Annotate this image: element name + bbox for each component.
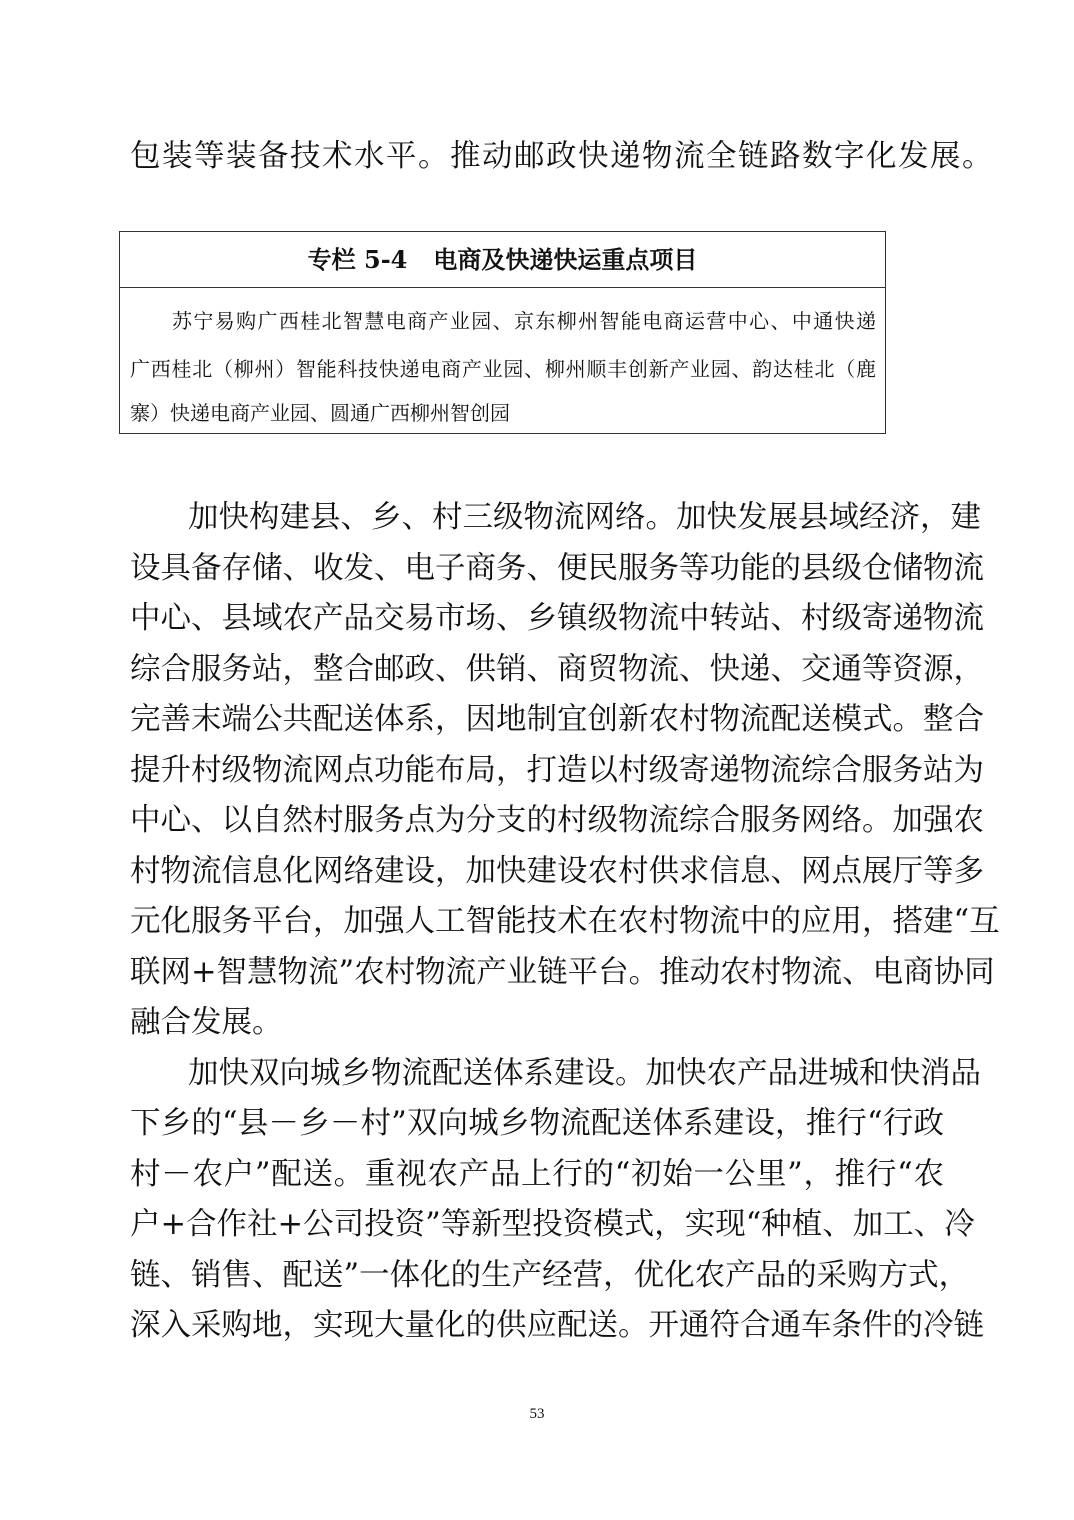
paragraph-line: 中心、以自然村服务点为分支的村级物流综合服务网络。加强农 xyxy=(130,803,984,838)
paragraph-line: 链、销售、配送”一体化的生产经营，优化农产品的采购方式， xyxy=(130,1258,970,1293)
paragraph-line: 完善末端公共配送体系，因地制宜创新农村物流配送模式。整合 xyxy=(130,702,984,737)
column-title xyxy=(120,232,885,288)
paragraph-line: 元化服务平台，加强人工智能技术在农村物流中的应用，搭建“互 xyxy=(130,904,1000,939)
paragraph-line: 设具备存储、收发、电子商务、便民服务等功能的县级仓储物流 xyxy=(130,551,984,586)
project-column-box xyxy=(119,231,886,434)
paragraph-line: 村物流信息化网络建设，加快建设农村供求信息、网点展厅等多 xyxy=(130,854,984,889)
column-title-text: 电商及快递快运重点项目 xyxy=(433,245,698,274)
paragraph-line: 中心、县域农产品交易市场、乡镇级物流中转站、村级寄递物流 xyxy=(130,601,984,636)
paragraph-line: 深入采购地，实现大量化的供应配送。开通符合通车条件的冷链 xyxy=(130,1308,984,1343)
paragraph-line: 联网+智慧物流”农村物流产业链平台。推动农村物流、电商协同 xyxy=(130,955,995,990)
paragraph-line: 加快构建县、乡、村三级物流网络。加快发展县域经济，建 xyxy=(188,500,981,535)
paragraph-line: 提升村级物流网点功能布局，打造以村级寄递物流综合服务站为 xyxy=(130,753,984,788)
column-body-line: 广西桂北（柳州）智能科技快递电商产业园、柳州顺丰创新产业园、韵达桂北（鹿 xyxy=(130,357,876,381)
column-body-line: 寨）快递电商产业园、圆通广西柳州智创园 xyxy=(130,401,510,425)
column-code: 专栏 5-4 xyxy=(307,245,408,274)
continuation-line: 包装等装备技术水平。推动邮政快递物流全链路数字化发展。 xyxy=(130,139,994,174)
paragraph-line: 村－农户”配送。重视农产品上行的“初始一公里”，推行“农 xyxy=(130,1157,944,1192)
paragraph-line: 融合发展。 xyxy=(130,1005,283,1040)
paragraph-line: 户+合作社+公司投资”等新型投资模式，实现“种植、加工、冷 xyxy=(130,1207,975,1242)
paragraph-line: 综合服务站，整合邮政、供销、商贸物流、快递、交通等资源， xyxy=(130,652,984,687)
paragraph-line: 下乡的“县－乡－村”双向城乡物流配送体系建设，推行“行政 xyxy=(130,1106,944,1141)
column-body-line: 苏宁易购广西桂北智慧电商产业园、京东柳州智能电商运营中心、中通快递 xyxy=(172,309,876,333)
paragraph-line: 加快双向城乡物流配送体系建设。加快农产品进城和快消品 xyxy=(188,1056,981,1091)
page-number: 53 xyxy=(529,1406,545,1422)
